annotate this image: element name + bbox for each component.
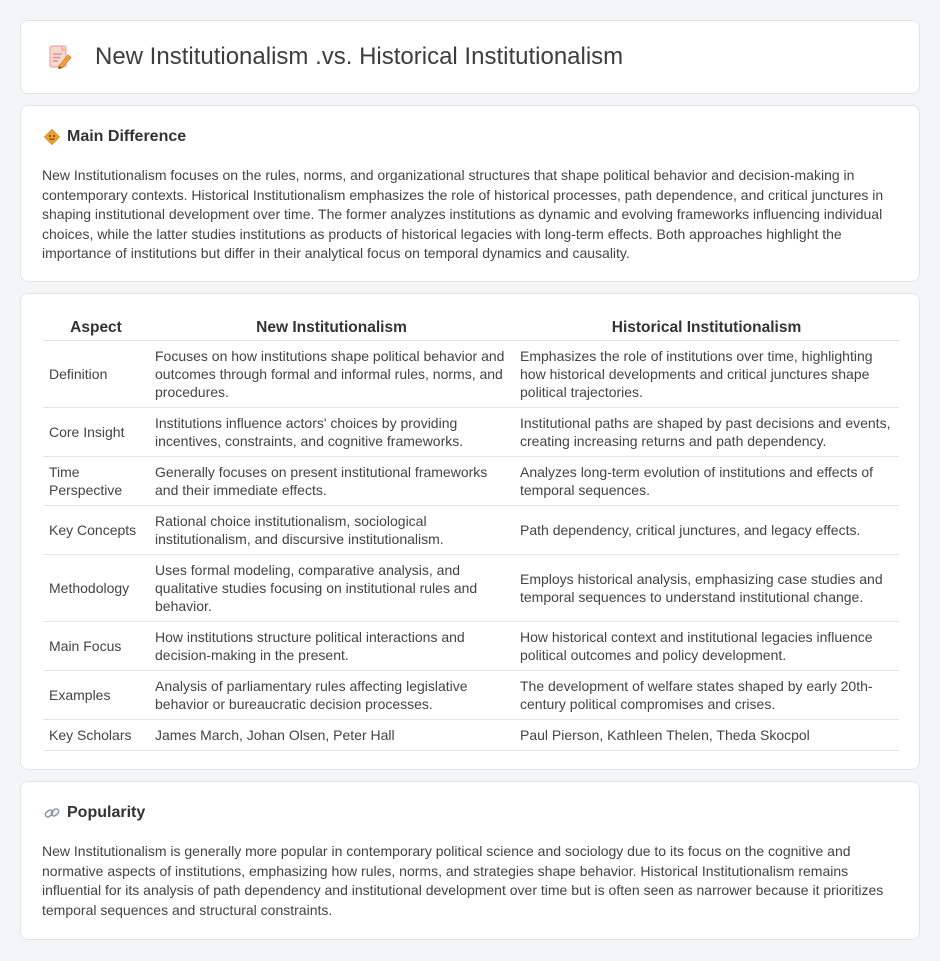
historical-institutionalism-cell: How historical context and institutional legacies influence political outcomes and policy development. [514,622,899,671]
diamond-icon [43,128,61,146]
table-header-row [43,313,899,341]
historical-institutionalism-cell: Institutional paths are shaped by past decisions and events, creating increasing returns and path dependency. [514,408,899,457]
aspect-cell: Time Perspective [43,457,149,506]
main-difference-header [43,128,186,146]
aspect-cell: Definition [43,341,149,408]
page-title: New Institutionalism .vs. Historical Institutionalism [95,43,624,70]
table-row [43,622,899,671]
table-row [43,555,899,622]
new-institutionalism-cell: Uses formal modeling, comparative analysis, and qualitative studies focusing on institutional rules and behavior. [149,555,514,622]
historical-institutionalism-cell: The development of welfare states shaped by early 20th-century political compromises and crises. [514,671,899,720]
comparison-table [43,313,899,751]
main-difference-text: New Institutionalism focuses on the rules, norms, and organizational structures that shape political behavior and decision-making in contemporary contexts. Historical Institutionalism emphasizes the role of historical processes, path dependence, and critical junctures in shaping institutional development over time. The former analyzes institutions as dynamic and evolving frameworks influencing individual choices, while the latter studies institutions as products of historical legacies with long-term effects. Both approaches highlight the importance of institutions but differ in their analytical focus on temporal dynamics and causality. [42,167,884,262]
main-difference-title: Main Difference [67,128,187,145]
new-institutionalism-cell: How institutions structure political interactions and decision-making in the present. [149,622,514,671]
table-row [43,720,899,751]
historical-institutionalism-cell: Employs historical analysis, emphasizing case studies and temporal sequences to understand institutional change. [514,555,899,622]
column-header-aspect: Aspect [43,313,149,341]
aspect-cell: Main Focus [43,622,149,671]
table-row [43,408,899,457]
popularity-header [43,804,145,822]
aspect-cell: Examples [43,671,149,720]
column-header-new-institutionalism: New Institutionalism [149,313,514,341]
new-institutionalism-cell: Focuses on how institutions shape political behavior and outcomes through formal and informal rules, norms, and procedures. [149,341,514,408]
main-difference-section [20,105,920,282]
table-row [43,341,899,408]
new-institutionalism-cell: Analysis of parliamentary rules affecting legislative behavior or bureaucratic decision processes. [149,671,514,720]
aspect-cell: Key Scholars [43,720,149,751]
popularity-section [20,781,920,940]
historical-institutionalism-cell: Paul Pierson, Kathleen Thelen, Theda Skocpol [514,720,899,751]
historical-institutionalism-cell: Path dependency, critical junctures, and legacy effects. [514,506,899,555]
new-institutionalism-cell: Generally focuses on present institutional frameworks and their immediate effects. [149,457,514,506]
header-card [20,20,920,94]
table-row [43,506,899,555]
new-institutionalism-cell: Rational choice institutionalism, sociological institutionalism, and discursive institutionalism. [149,506,514,555]
aspect-cell: Key Concepts [43,506,149,555]
popularity-text: New Institutionalism is generally more popular in contemporary political science and sociology due to its focus on the cognitive and normative aspects of institutions, emphasizing how rules, norms, and strategies shape behavior. Historical Institutionalism remains influential for its analysis of path dependency and institutional development over time but is often seen as narrower because it prioritizes temporal sequences and structural constraints. [42,843,884,918]
document-pencil-icon [47,44,73,70]
comparison-table-section [20,293,920,770]
historical-institutionalism-cell: Analyzes long-term evolution of institutions and effects of temporal sequences. [514,457,899,506]
aspect-cell: Methodology [43,555,149,622]
table-row [43,457,899,506]
new-institutionalism-cell: Institutions influence actors' choices by providing incentives, constraints, and cognitive frameworks. [149,408,514,457]
new-institutionalism-cell: James March, Johan Olsen, Peter Hall [149,720,514,751]
table-row [43,671,899,720]
popularity-title: Popularity [67,804,146,821]
link-icon [43,804,61,822]
aspect-cell: Core Insight [43,408,149,457]
historical-institutionalism-cell: Emphasizes the role of institutions over time, highlighting how historical developments and critical junctures shape political trajectories. [514,341,899,408]
column-header-historical-institutionalism: Historical Institutionalism [514,313,899,341]
